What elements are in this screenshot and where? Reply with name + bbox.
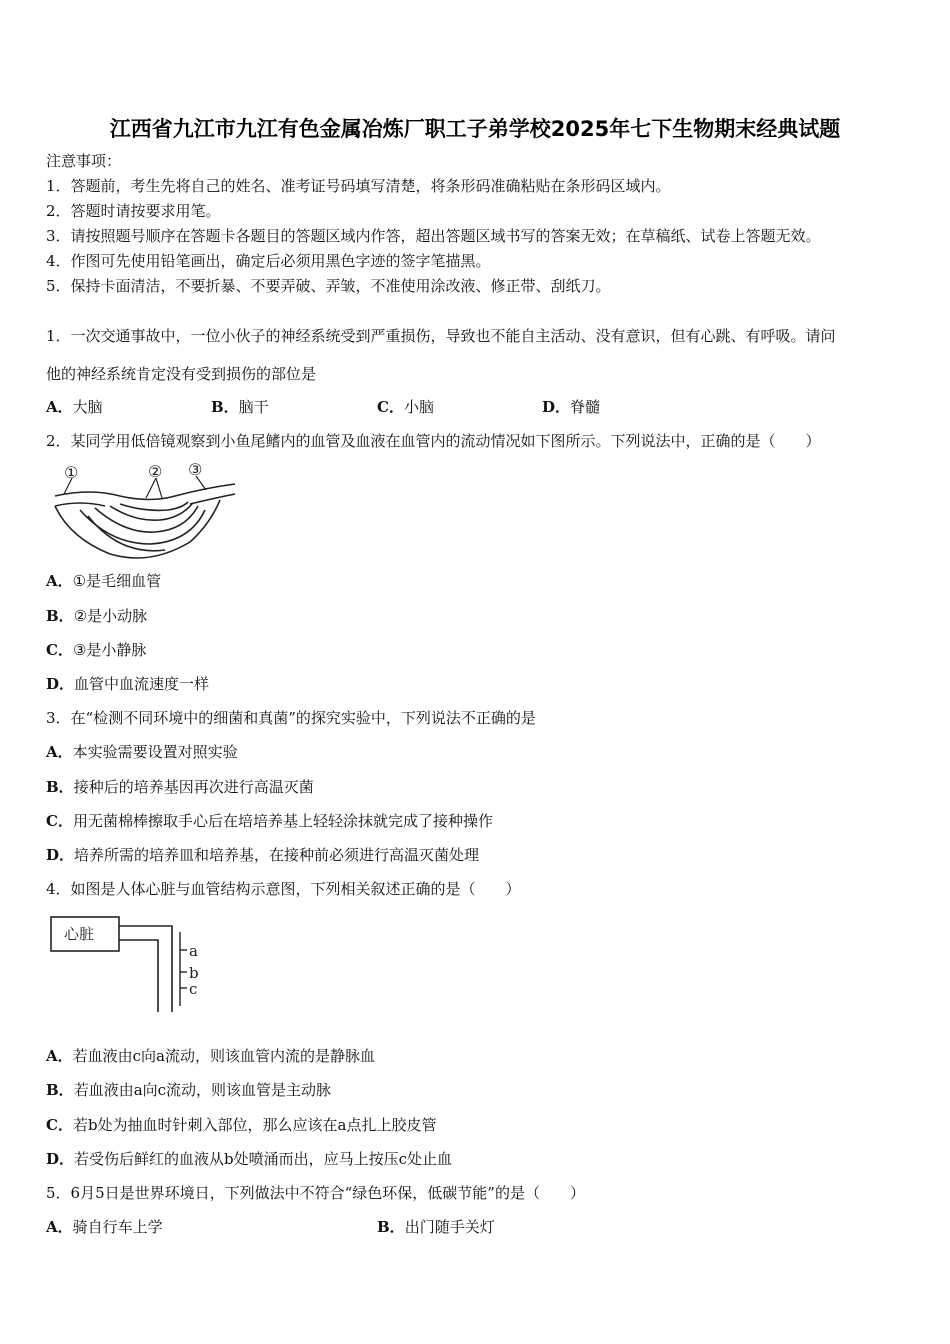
q5-option-b bbox=[377, 1218, 495, 1236]
q5-stem: 5．6月5日是世界环境日，下列做法中不符合“绿色环保，低碳节能”的是（ ） bbox=[46, 1184, 585, 1202]
notice-item: 2．答题时请按要求用笔。 bbox=[46, 202, 221, 220]
q3-option-a bbox=[46, 743, 238, 761]
q4-option-d bbox=[46, 1150, 452, 1168]
q2-option-b bbox=[46, 607, 147, 625]
option-text: 小脑 bbox=[403, 398, 434, 416]
notice-heading: 注意事项： bbox=[46, 152, 122, 170]
option-text: 本实验需要设置对照实验 bbox=[72, 743, 238, 761]
q1-stem-line2: 他的神经系统肯定没有受到损伤的部位是 bbox=[46, 365, 317, 383]
q3-option-b bbox=[46, 778, 314, 796]
option-text: 培养所需的培养皿和培养基，在接种前必须进行高温灭菌处理 bbox=[74, 846, 480, 864]
option-text: ②是小动脉 bbox=[73, 607, 148, 625]
option-text: 接种后的培养基因再次进行高温灭菌 bbox=[73, 778, 314, 796]
q4-option-c bbox=[46, 1116, 437, 1134]
q2-option-d bbox=[46, 675, 209, 693]
option-text: 用无菌棉棒擦取手心后在培培养基上轻轻涂抹就完成了接种操作 bbox=[72, 812, 493, 830]
figure-label-2: ② bbox=[148, 462, 163, 481]
option-text: ①是毛细血管 bbox=[72, 572, 162, 590]
option-letter: A． bbox=[46, 1218, 73, 1236]
q4-option-b bbox=[46, 1081, 331, 1099]
vessel-label-c: c bbox=[189, 980, 198, 998]
q2-stem: 2．某同学用低倍镜观察到小鱼尾鳍内的血管及血液在血管内的流动情况如下图所示。下列说法中，正确的是（ ） bbox=[46, 432, 821, 450]
q1-option-a bbox=[46, 398, 103, 416]
q2-blood-vessel-figure bbox=[50, 458, 240, 568]
q1-stem-line1: 1．一次交通事故中，一位小伙子的神经系统受到严重损伤，导致也不能自主活动、没有意识，但有心跳、有呼吸。请问 bbox=[46, 327, 836, 345]
q3-stem: 3．在“检测不同环境中的细菌和真菌”的探究实验中，下列说法不正确的是 bbox=[46, 709, 536, 727]
option-text: 血管中血流速度一样 bbox=[74, 675, 210, 693]
notice-item: 1．答题前，考生先将自己的姓名、准考证号码填写清楚，将条形码准确粘贴在条形码区域内。 bbox=[46, 177, 671, 195]
option-letter: B． bbox=[46, 778, 74, 796]
option-letter: B． bbox=[211, 398, 239, 416]
option-letter: A． bbox=[46, 398, 73, 416]
option-text: 出门随手关灯 bbox=[404, 1218, 495, 1236]
option-letter: C． bbox=[46, 641, 73, 659]
q3-option-d bbox=[46, 846, 479, 864]
option-letter: C． bbox=[46, 1116, 73, 1134]
figure-label-3: ③ bbox=[188, 460, 203, 479]
option-letter: D． bbox=[46, 1150, 75, 1168]
option-letter: C． bbox=[46, 812, 73, 830]
q2-option-c bbox=[46, 641, 146, 659]
option-text: ③是小静脉 bbox=[72, 641, 147, 659]
option-text: 若b处为抽血时针刺入部位，那么应该在a点扎上胶皮管 bbox=[72, 1116, 437, 1134]
option-letter: D． bbox=[542, 398, 571, 416]
option-letter: A． bbox=[46, 743, 73, 761]
option-letter: D． bbox=[46, 846, 75, 864]
option-letter: B． bbox=[377, 1218, 405, 1236]
q3-option-c bbox=[46, 812, 493, 830]
figure-label-1: ① bbox=[64, 463, 79, 482]
option-letter: C． bbox=[377, 398, 404, 416]
option-text: 若血液由c向a流动，则该血管内流的是静脉血 bbox=[72, 1047, 375, 1065]
option-letter: A． bbox=[46, 572, 73, 590]
option-letter: B． bbox=[46, 607, 74, 625]
option-text: 若受伤后鲜红的血液从b处喷涌而出，应马上按压c处止血 bbox=[74, 1150, 453, 1168]
q2-option-a bbox=[46, 572, 161, 590]
page-title: 江西省九江市九江有色金属冶炼厂职工子弟学校2025年七下生物期末经典试题 bbox=[109, 117, 841, 141]
heart-box-label: 心脏 bbox=[64, 925, 95, 943]
q1-option-c bbox=[377, 398, 434, 416]
option-text: 脊髓 bbox=[570, 398, 601, 416]
q4-option-a bbox=[46, 1047, 375, 1065]
vessel-label-a: a bbox=[189, 942, 198, 960]
notice-item: 4．作图可先使用铅笔画出，确定后必须用黑色字迹的签字笔描黑。 bbox=[46, 252, 491, 270]
option-text: 脑干 bbox=[238, 398, 269, 416]
option-text: 大脑 bbox=[72, 398, 103, 416]
option-text: 若血液由a向c流动，则该血管是主动脉 bbox=[73, 1081, 332, 1099]
notice-item: 5．保持卡面清洁，不要折暴、不要弄破、弄皱，不准使用涂改液、修正带、刮纸刀。 bbox=[46, 277, 611, 295]
option-letter: B． bbox=[46, 1081, 74, 1099]
option-text: 骑自行车上学 bbox=[72, 1218, 163, 1236]
vessel-label-b: b bbox=[189, 964, 199, 982]
q4-stem: 4．如图是人体心脏与血管结构示意图，下列相关叙述正确的是（ ） bbox=[46, 880, 521, 898]
notice-item: 3．请按照题号顺序在答题卡各题目的答题区域内作答，超出答题区域书写的答案无效；在草稿纸、试卷上答题无效。 bbox=[46, 227, 821, 245]
option-letter: A． bbox=[46, 1047, 73, 1065]
q1-option-d bbox=[542, 398, 600, 416]
q4-heart-vessel-figure bbox=[50, 912, 220, 1014]
q5-option-a bbox=[46, 1218, 163, 1236]
q1-option-b bbox=[211, 398, 269, 416]
option-letter: D． bbox=[46, 675, 75, 693]
